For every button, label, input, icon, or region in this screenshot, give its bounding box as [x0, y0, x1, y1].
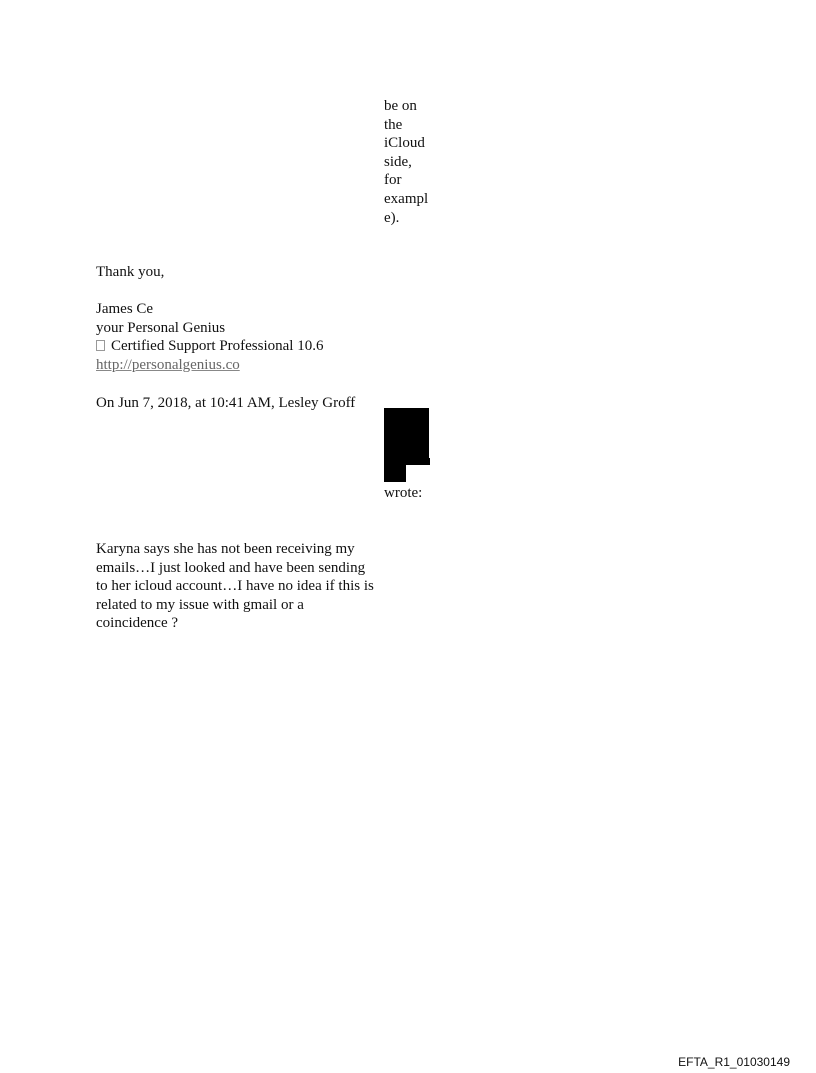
signature-certification: Certified Support Professional 10.6: [111, 338, 324, 355]
quoted-message: [96, 540, 406, 633]
signature-title: your Personal Genius: [96, 319, 226, 336]
signature-name: James Ce: [96, 301, 154, 317]
closing-text: Thank you,: [96, 264, 165, 280]
quoted-line: Karyna says she has not been receiving my: [96, 541, 355, 557]
fragment-line: e).: [384, 209, 400, 226]
fragment-line: exampl: [384, 190, 429, 207]
fragment-line: iCloud: [384, 135, 425, 152]
redaction-block: [384, 463, 406, 482]
fragment-line: side,: [384, 153, 412, 170]
wrapped-text-fragment: [384, 97, 444, 227]
missing-glyph-icon: [96, 340, 105, 351]
quoted-line: emails…I just looked and have been sending: [96, 559, 366, 576]
reply-header-suffix: wrote:: [384, 485, 423, 501]
fragment-line: the: [384, 116, 403, 133]
fragment-line: for: [384, 172, 402, 189]
quoted-line: to her icloud account…I have no idea if this is: [96, 578, 374, 595]
signature-link[interactable]: http://personalgenius.co: [96, 356, 240, 373]
signature-certification-line: [96, 337, 323, 356]
quoted-line: related to my issue with gmail or a: [96, 596, 304, 613]
redaction-block: [384, 408, 429, 460]
fragment-line: be on: [384, 98, 417, 114]
signature-block: [96, 300, 323, 374]
quoted-line: coincidence ?: [96, 615, 179, 632]
reply-header-intro: On Jun 7, 2018, at 10:41 AM, Lesley Groff: [96, 395, 356, 411]
document-id-footer: EFTA_R1_01030149: [678, 1055, 790, 1069]
